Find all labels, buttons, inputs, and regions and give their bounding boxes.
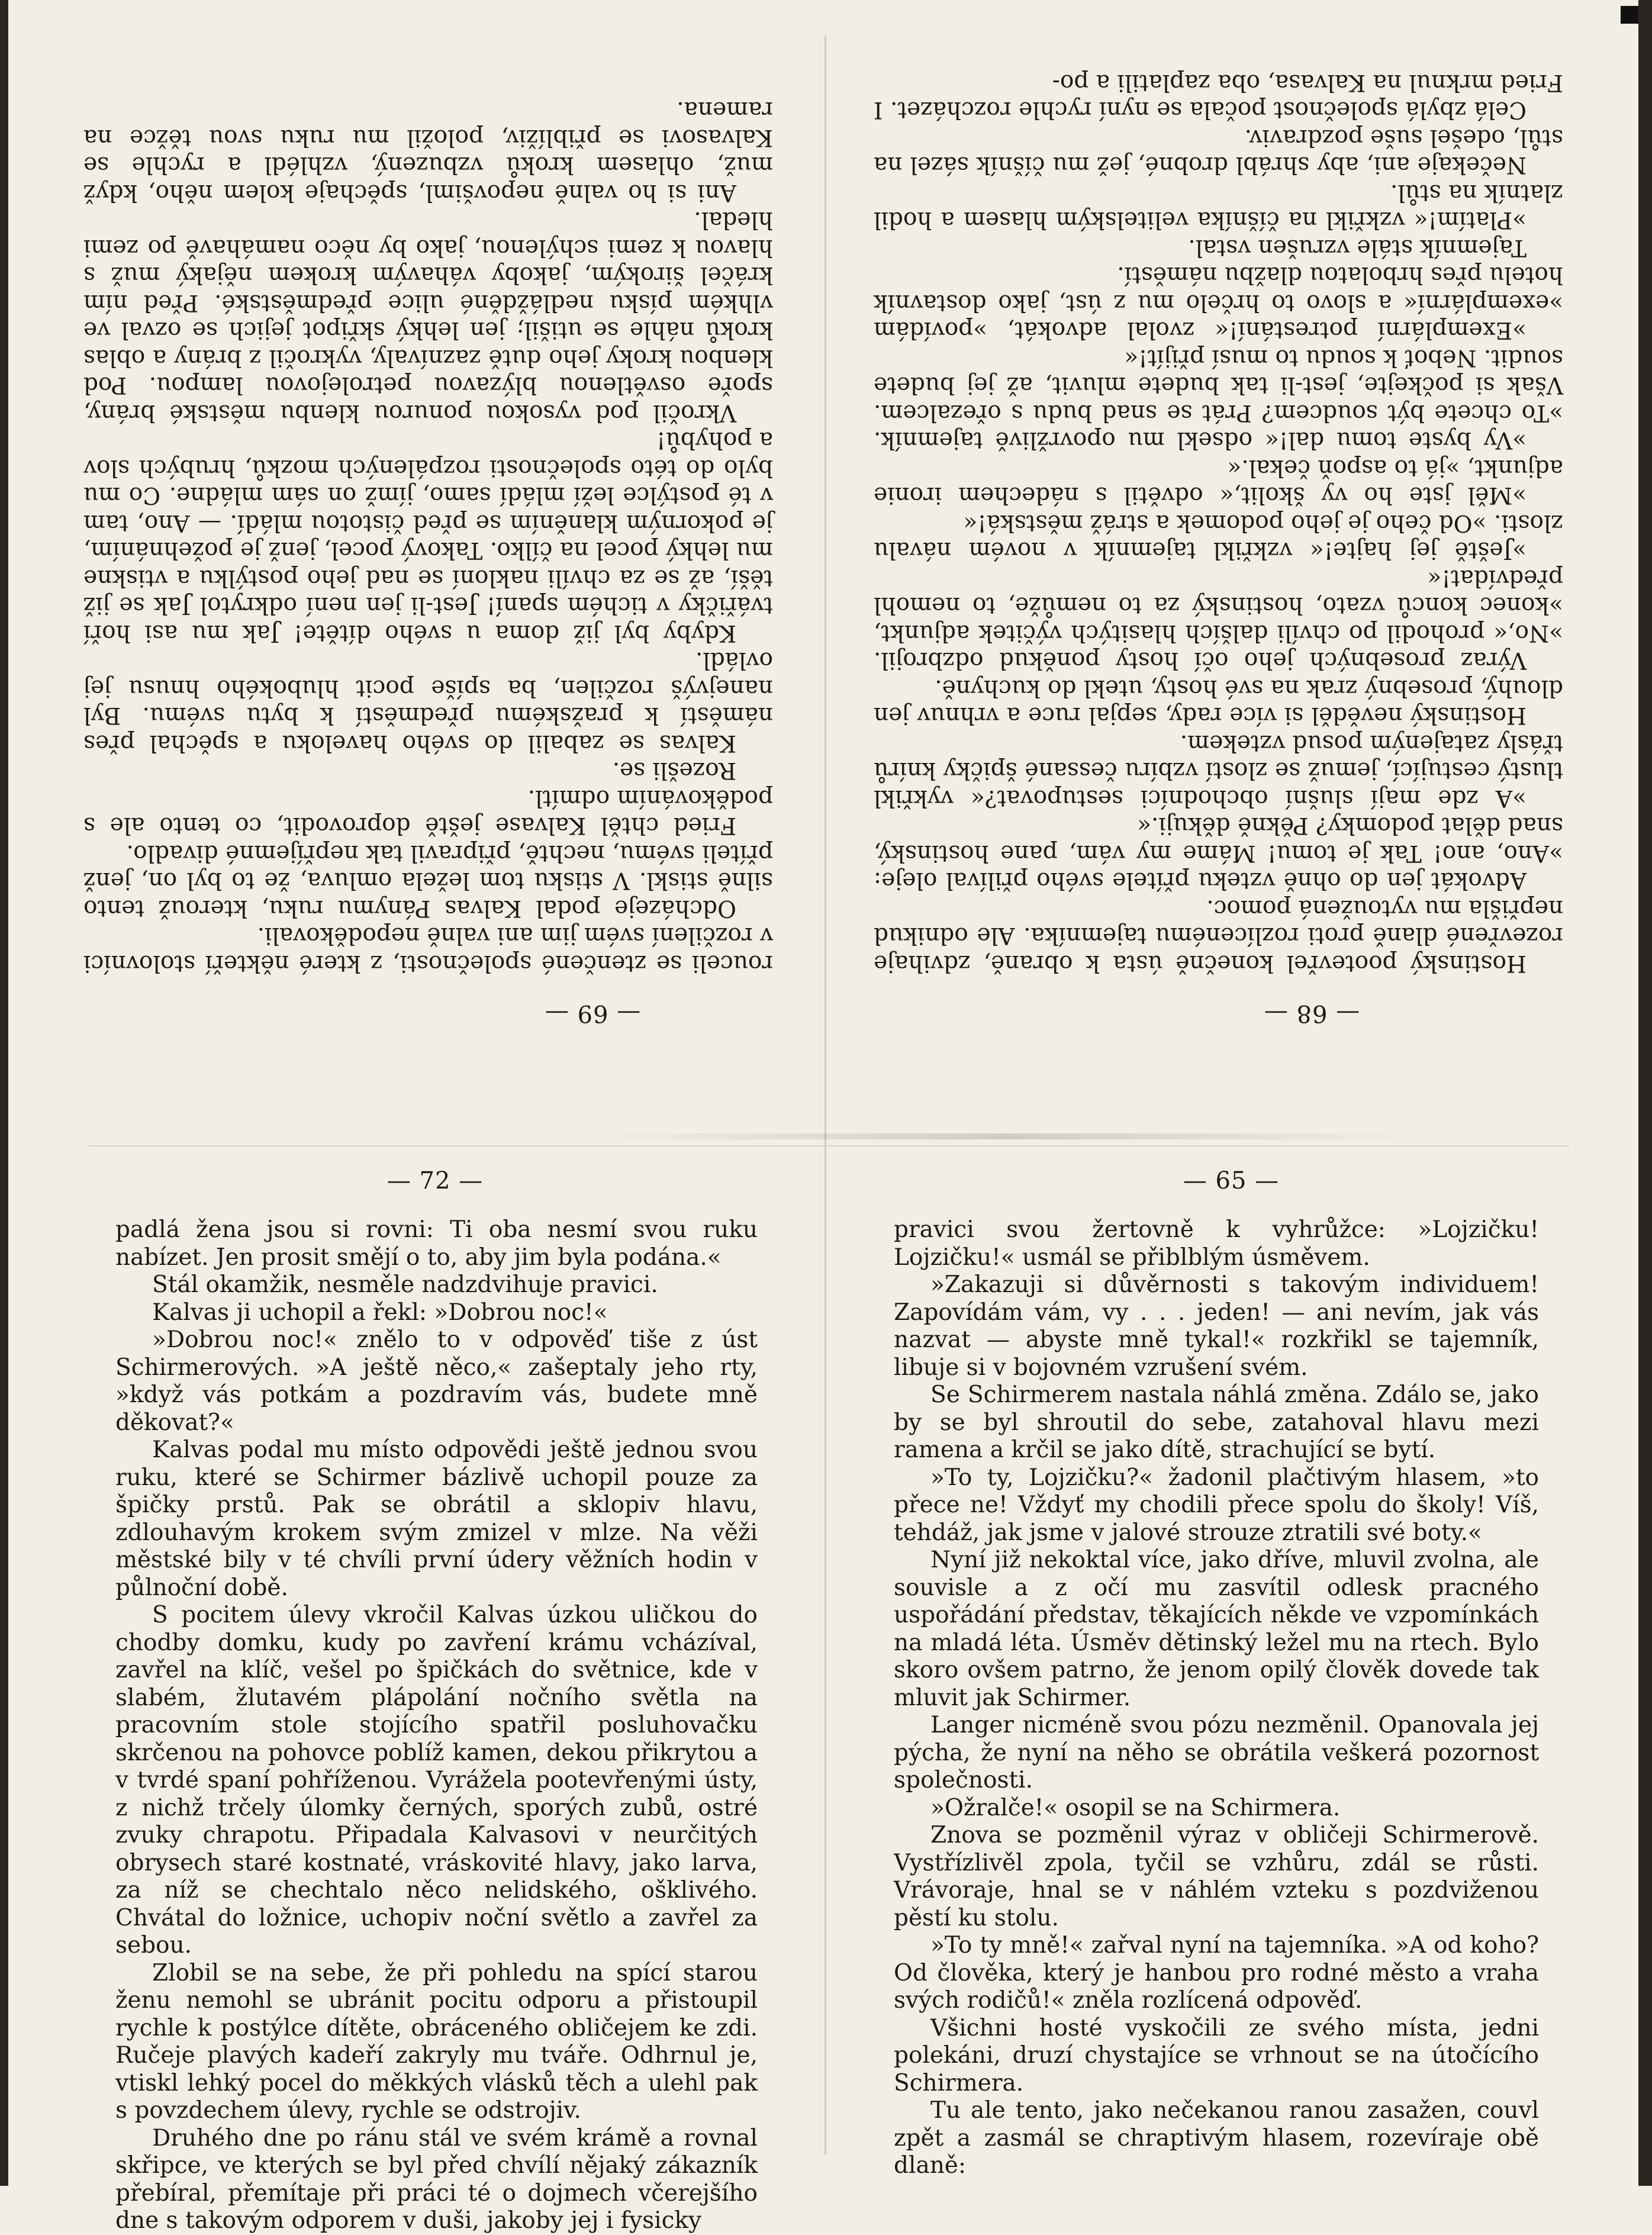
paragraph: Fried chtěl Kalvase ještě doprovodit, co tento ale s poděkováním odmítl. xyxy=(83,785,773,839)
paragraph: Langer nicméně svou pózu nezměnil. Opanovala jej pýcha, že nyní na něho se obrátila veškerá pozornost společnosti. xyxy=(894,1712,1539,1793)
paragraph: »To ty, Lojzičku?« žadonil plačtivým hlasem, »to přece ne! Vždyť my chodili přece spolu do školy! Víš, tehdáž, jak jsme v jalové strouze ztratili své boty.« xyxy=(894,1464,1539,1546)
paragraph: Ani si ho valně nepovšiml, spěchaje kolem něho, když muž, ohlasem kroků vzbuzený, vzhlédl a rychle se Kalvasovi se přiblíživ, položil mu ruku svou těžce na ramena. xyxy=(83,96,773,206)
page-number-68: — 68 — xyxy=(1263,1000,1360,1027)
paragraph: Tajemník stále vzrušen vstal. xyxy=(1188,234,1527,261)
paragraph: Odcházeje podal Kalvas Pánymu ruku, kterouž tento silně stiskl. V stisku tom ležela omluva, že to byl on, jenž příteli svému, nechtě, připravil tak nepříjemné divadlo. xyxy=(83,840,773,922)
paragraph: Vkročil pod vysokou ponurou klenbu městské brány, spoře osvětlenou blýzavou petrolejovou lampou. Pod klenbou kroky jeho dutě zaznívaly, vykročil z brány a oblas kroků náhle se utišil; jen lehký skřipot jejich se ozval ve vlhkém písku nedlážděné ulice předměstské. Před ním kráčel širokým, jakoby váhavým krokem nějaký muž s hlavou k zemi schýlenou, jako by něco namáhavě po zemi hledal. xyxy=(83,207,773,426)
paragraph: Zlobil se na sebe, že při pohledu na spící starou ženu nemohl se ubránit pocitu odporu a přistoupil rychle k postýlce dítěte, obráceného obličejem ke zdi. Ručeje plavých kadeří zakryly mu tváře. Odhrnul je, vtiskl lehký pocel do měkkých vlásků těch a ulehl pak s povzdechem úlevy, rychle se odstrojiv. xyxy=(115,1959,758,2124)
page-number-72: — 72 — xyxy=(387,1167,484,1194)
paragraph: Stál okamžik, nesměle nadzdvihuje pravici. xyxy=(152,1271,658,1298)
paragraph: »Měl jste ho vy školit,« odvětil s nádechem ironie adjunkt, »já to aspoň čekal.« xyxy=(874,455,1563,509)
bleed-through-smudge xyxy=(592,1133,1421,1139)
paragraph: »To ty mně!« zařval nyní na tajemníka. »A od koho? Od člověka, který je hanbou pro rodné město a vraha svých rodičů!« zněla rozlícená odpověď. xyxy=(894,1932,1539,2014)
paragraph: Druhého dne po ránu stál ve svém krámě a rovnal skřipce, ve kterých se byl před chvílí nějaký zákazník přebíral, přemítaje při práci té o dojmech včerejšího dne s takovým odporem v duši, jakoby jej i fysicky xyxy=(115,2124,758,2234)
paragraph: Advokát jen do ohně vzteku přítele svého přilíval oleje: »Ano, ano! Tak je tomu! Máme my vám, pane hostinský, snad dělat podomky? Pěkně děkuji.« xyxy=(874,812,1563,894)
paragraph: Znova se pozměnil výraz v obličeji Schirmerově. Vystřízlivěl zpola, tyčil se vzhůru, zdál se růsti. Vrávoraje, hnal se v náhlém vzteku s pozdviženou pěstí ku stolu. xyxy=(894,1822,1539,1931)
page-69-text xyxy=(83,96,773,977)
paragraph: »A zde mají slušní obchodníci sestupovat?« vykřikl tlustý cestující, jemuž se zlostí vzbíru čessané špičky knírů třásly zatajeným posud vztekem. xyxy=(874,730,1563,811)
paragraph: S pocitem úlevy vkročil Kalvas úzkou uličkou do chodby domku, kudy po zavření krámu vcházíval, zavřel na klíč, vešel po špičkách do světnice, kde v slabém, žlutavém plápolání nočního světla na pracovním stole stojícího spatřil posluhovačku skrčenou na pohovce poblíž kamen, dekou přikrytou a v tvrdé spaní pohříženou. Vyrážela pootevřenými ústy, z nichž trčely úlomky černých, sporých zubů, ostré zvuky chrapotu. Připadala Kalvasovi v neurčitých obrysech staré kostnaté, vráskovité hlavy, jako larva, za níž se chechtalo něco nelidského, ošklivého. Chvátal do ložnice, uchopiv noční světlo a zavřel za sebou. xyxy=(115,1602,758,1959)
paragraph: Celá zbylá společnost počala se nyní rychle rozcházet. I Fried mrknul na Kalvasa, oba zaplatili a po- xyxy=(874,69,1563,124)
paragraph: Kalvas podal mu místo odpovědi ještě jednou svou ruku, které se Schirmer bázlivě uchopil pouze za špičky prstů. Pak se obrátil a sklopiv hlavu, zdlouhavým krokem svým zmizel v mlze. Na věži městské bily v té chvíli první údery věžních hodin v půlnoční době. xyxy=(115,1437,758,1601)
page-68-text xyxy=(874,69,1563,977)
paragraph: Nyní již nekoktal více, jako dříve, mluvil zvolna, ale souvisle a z očí mu zasvítil odlesk pracného uspořádání představ, těkajících někde ve vzpomínkách na mladá léta. Úsměv dětinský ležel mu na rtech. Bylo skoro ovšem patrno, že jenom opilý člověk dovede tak mluvit jak Schirmer. xyxy=(894,1547,1539,1711)
paragraph: Hostinský pootevřel konečně ústa k obraně, zdvihaje rozevřené dlaně proti rozlícenému tajemníka. Ale odnikud nepřišla mu vytoužená pomoc. xyxy=(874,895,1563,977)
page-number-65: — 65 — xyxy=(1183,1167,1280,1194)
paragraph: Tu ale tento, jako nečekanou ranou zasažen, couvl zpět a zasmál se chraptivým hlasem, rozevíraje obě dlaně: xyxy=(894,2097,1539,2179)
paragraph: Kalvas se zabalil do svého haveloku a spěchal přes náměstí k pražskému předměstí k bytu svému. Byl nanejvýš rozčilen, ba spíše pocit hlubokého hnusu jej ovládl. xyxy=(83,647,773,756)
paragraph: Nečekaje ani, aby shrábl drobné, jež mu číšník sázel na stůl, odešel suše pozdraviv. xyxy=(874,124,1563,179)
paragraph: Kalvas ji uchopil a řekl: »Dobrou noc!« xyxy=(152,1299,608,1326)
paragraph: »Platím!« vzkřikl na číšníka velitelským hlasem a hodil zlatník na stůl. xyxy=(874,179,1563,234)
paragraph: Rozešli se. xyxy=(612,757,736,784)
paragraph: »Ožralče!« osopil se na Schirmera. xyxy=(930,1794,1341,1821)
paragraph: Se Schirmerem nastala náhlá změna. Zdálo se, jako by se byl shroutil do sebe, zatahoval hlavu mezi ramena a krčil se jako dítě, strachující se bytí. xyxy=(894,1381,1539,1463)
paragraph: Hostinský nevěděl si více rady, sepjal ruce a vrhnuv jen dlouhý, prosebný zrak na své hosty, utekl do kuchyně. xyxy=(874,675,1563,729)
paragraph: »Zakazuji si důvěrnosti s takovým individuem! Zapovídám vám, vy . . . jeden! — ani nevím, jak vás nazvat — abyste mně tykal!« rozkřikl se tajemník, libuje si v bojovném vzrušení svém. xyxy=(894,1271,1539,1381)
paragraph: »Exemplární potrestání!« zvolal advokát, »povídám »exemplární« a slovo to hrčelo mu z úst, jako dostavník hotelu přes hrbolatou dlažbu náměstí. xyxy=(874,262,1563,344)
paragraph: »Dobrou noc!« znělo to v odpověď tiše z úst Schirmerových. »A ještě něco,« zašeptaly jeho rty, »když vás potkám a pozdravím vás, budete mně děkovat?« xyxy=(115,1326,758,1436)
page-number-69: — 69 — xyxy=(544,1000,641,1027)
paragraph: »Vy byste tomu dal!« odsekl mu opovržlivě tajemník. »To chcete být soudcem? Prát se snad budu s ořezalcem. Však si počkejte, jest-li tak budete mluvit, až jej budete soudit. Neboť k soudu to musí přijít!« xyxy=(874,344,1563,454)
paragraph: Všichni hosté vyskočili ze svého místa, jedni polekáni, druzí chystajíce se vrhnout se na útočícího Schirmera. xyxy=(894,2014,1539,2096)
page-65-text xyxy=(894,1216,1539,2180)
paragraph: pravici svou žertovně k vyhrůžce: »Lojzičku! Lojzičku!« usmál se přiblblým úsměvem. xyxy=(894,1216,1539,1271)
paragraph: rouceli se ztenčené společnosti, z které někteří stolovníci v rozčilení svém jim ani valně nepoděkovali. xyxy=(83,922,773,977)
page-72-text xyxy=(115,1216,758,2235)
paragraph: Výraz prosebných jeho očí hosty poněkud odzbrojil. »No,« prohodil po chvíli dalších hlasitých výčitek adjunkt, »konec konců vzato, hostinský za to nemůže, to nemohl předvídat!« xyxy=(874,565,1563,674)
paragraph: padlá žena jsou si rovni: Ti oba nesmí svou ruku nabízet. Jen prosit smějí o to, aby jim byla podána.« xyxy=(115,1216,758,1271)
paragraph: »Ještě jej hajte!« vzkřikl tajemník v novém návalu zlosti. »Od čeho je jeho podomek a stráž městská!« xyxy=(874,510,1563,564)
fold-line xyxy=(89,1145,1569,1147)
paragraph: Kdyby byl již doma u svého dítěte! Jak mu asi hoří tvářičky v tichém spaní! Jest-li jen není odkrytol Jak se již těší, až se za chvíli nakloní se nad jeho postýlku a vtiskne mu lehký pocel na čílko. Takový pocel, jenž je požehnáním, je pokorným klaněním se před čistotou mládí. — Ano, tam v té postýlce leží mládí samo, jímž on sám mládne. Co mu bylo do této společnosti rozpálených mozků, hrubých slov a pohybů! xyxy=(83,427,773,646)
